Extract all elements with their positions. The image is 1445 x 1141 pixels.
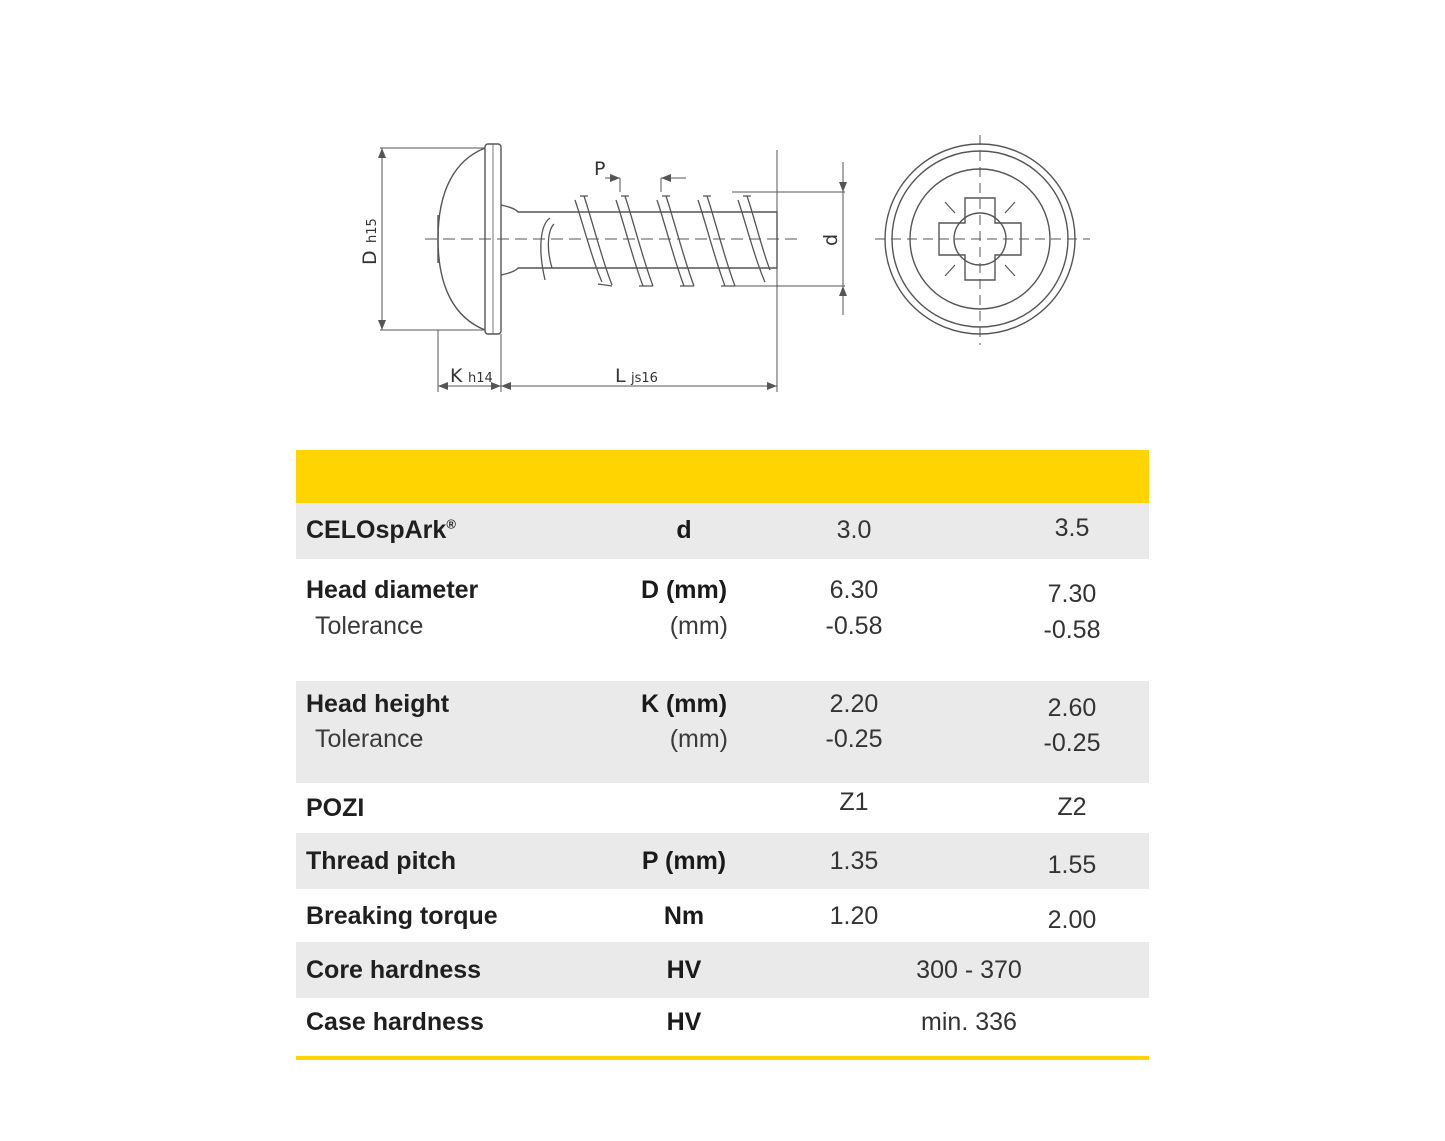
- label-D: D: [359, 250, 381, 265]
- breaking-torque-3-5: 2.00: [1047, 906, 1097, 934]
- head-height-unit: K (mm): [640, 690, 728, 718]
- label-K-tolerance: h14: [468, 371, 493, 386]
- thread-pitch-3-0: 1.35: [829, 847, 879, 875]
- product-name: CELOspArk®: [306, 516, 456, 544]
- head-height-label: Head height: [306, 690, 450, 718]
- pozi-3-5: Z2: [1057, 793, 1087, 821]
- breaking-torque-unit: Nm: [663, 902, 705, 930]
- core-hardness-label: Core hardness: [306, 956, 482, 984]
- table-bottom-rule: [296, 1056, 1149, 1060]
- table-row-pozi: [296, 783, 1149, 833]
- core-hardness-unit: HV: [666, 956, 702, 984]
- thread-pitch-label: Thread pitch: [306, 847, 457, 875]
- head-diameter-tolerance-3-5: -0.58: [1043, 616, 1101, 644]
- label-K: K: [450, 365, 463, 387]
- label-P: P: [594, 158, 606, 180]
- label-L: L: [615, 365, 626, 387]
- case-hardness-label: Case hardness: [306, 1008, 484, 1036]
- pozi-3-0: Z1: [839, 788, 869, 816]
- head-height-tolerance-label: Tolerance: [315, 725, 424, 753]
- head-diameter-3-0: 6.30: [829, 576, 879, 604]
- table-row-breaking-torque: [296, 889, 1149, 942]
- table-header-band: [296, 450, 1149, 503]
- head-height-3-5: 2.60: [1047, 694, 1097, 722]
- label-L-tolerance: js16: [631, 371, 658, 386]
- table-row-thread-pitch: [296, 833, 1149, 889]
- specification-table: [296, 450, 1149, 1060]
- label-D-tolerance: h15: [365, 218, 380, 243]
- screw-technical-drawing: [340, 120, 1120, 410]
- table-row-size: [296, 503, 1149, 559]
- table-row-case-hardness: [296, 998, 1149, 1052]
- table-row-head-diameter: [296, 559, 1149, 681]
- case-hardness-unit: HV: [666, 1008, 702, 1036]
- head-height-tolerance-unit: (mm): [669, 725, 728, 753]
- table-row-core-hardness: [296, 942, 1149, 998]
- head-diameter-label: Head diameter: [306, 576, 479, 604]
- head-diameter-tolerance-unit: (mm): [669, 612, 728, 640]
- thread-pitch-3-5: 1.55: [1047, 851, 1097, 879]
- head-diameter-tolerance-3-0: -0.58: [825, 612, 883, 640]
- size-3-0: 3.0: [836, 516, 872, 544]
- label-d: d: [820, 233, 842, 246]
- pozi-label: POZI: [306, 794, 365, 822]
- head-diameter-unit: D (mm): [640, 576, 728, 604]
- table-row-head-height: [296, 681, 1149, 783]
- breaking-torque-3-0: 1.20: [829, 902, 879, 930]
- head-height-tolerance-3-5: -0.25: [1043, 729, 1101, 757]
- size-3-5: 3.5: [1054, 514, 1090, 542]
- case-hardness-value: min. 336: [921, 1008, 1017, 1036]
- symbol-d: d: [676, 516, 692, 544]
- breaking-torque-label: Breaking torque: [306, 902, 498, 930]
- head-diameter-tolerance-label: Tolerance: [315, 612, 424, 640]
- head-height-tolerance-3-0: -0.25: [825, 725, 883, 753]
- head-height-3-0: 2.20: [829, 690, 879, 718]
- head-diameter-3-5: 7.30: [1047, 580, 1097, 608]
- core-hardness-value: 300 - 370: [916, 956, 1022, 984]
- thread-pitch-unit: P (mm): [641, 847, 727, 875]
